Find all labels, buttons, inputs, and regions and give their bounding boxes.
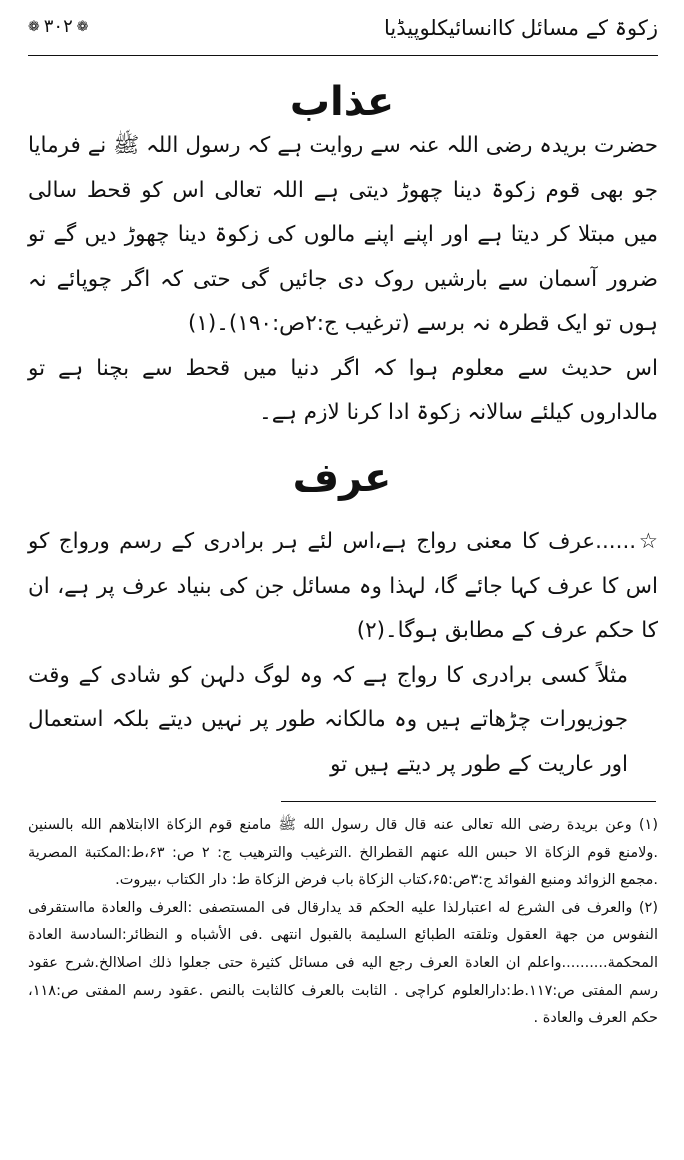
ornament-right-icon: ❁ (76, 18, 89, 35)
footnote: (۲) والعرف فى الشرع له اعتبارلذا عليه الحكم قد يدارقال فى المستصفى :العرف والعادة مااستقرفى النفوس من جهة العقول وتلقته الطبائع السليمة بالقبول انتهى .فى الأشباه و النظائر:السادسة العادة المحكمة..........واعلم ان العادة العرف رجع اليه فى مسائل كثيرة حتى جعلوا ذلك اصلاالخ.شرح عقود رسم المفتى ص:۱۱۷.ط:دارالعلوم كراچى . الثابت بالعرف كالثابت بالنص .عقود رسم المفتى ص:۱۱۸، حكم العرف والعادة . (28, 899, 658, 1027)
paragraph: ☆......عرف کا معنی رواج ہے،اس لئے ہر برادری کے رسم ورواج کو اس کا عرف کہا جائے گا، لہذا وہ مسائل جن کی بنیاد عرف پر ہے، ان کا حکم عرف کے مطابق ہوگا۔(۲) (28, 529, 658, 643)
section-body-azab (28, 124, 658, 436)
book-title: زکوۃ کے مسائل کاانسائیکلوپیڈیا (384, 16, 658, 40)
footnote-divider (281, 801, 656, 802)
page-header (28, 14, 658, 56)
paragraph: مثلاً کسی برادری کا رواج ہے کہ وہ لوگ دلہن کو شادی کے وقت جوزیورات چڑھاتے ہیں وہ مالکانہ طور پر نہیں دیتے بلکہ استعمال اور عاریت کے طور پر دیتے ہیں تو (28, 662, 628, 777)
ornament-left-icon: ❁ (28, 18, 40, 35)
page-number-box (28, 16, 88, 37)
section-body-urf (28, 520, 658, 787)
paragraph: حضرت بریدہ رضی اللہ عنہ سے روایت ہے کہ رسول اللہ ﷺ نے فرمایا جو بھی قوم زکوۃ دینا چھوڑ دیتی ہے اللہ تعالی اس کو قحط سالی میں مبتلا کر دیتا ہے اور اپنے اپنے مالوں کی زکوۃ دینا چھوڑ دیں گے تو ضرور آسمان سے بارشیں روک دی جائیں گی حتی کہ اگر چوپائے نہ ہوں تو ایک قطرہ نہ برسے (ترغیب ج:۲ص:۱۹۰)۔(۱) (28, 133, 658, 336)
header-divider (28, 55, 658, 56)
section-heading-azab: عذاب (289, 79, 395, 125)
footnote: (۱) وعن بريدة رضى الله تعالى عنه قال قال رسول الله ﷺ مامنع قوم الزكاة الاابتلاهم الله بالسنين .ولامنع قوم الزكاة الا حبس الله عنهم القطرالخ .الترغيب والترهيب ج: ۲ ص: ۶۳،ط:المكتبة المصرية .مجمع الزوائد ومنبع الفوائد ج:۳ص:۶۵،كتاب الزكاة باب فرض الزكاة ط: دار الكتاب ،بيروت. (28, 817, 658, 889)
page-number: ۳۰۲ (43, 16, 73, 37)
footnotes (28, 812, 658, 1033)
paragraph: اس حدیث سے معلوم ہوا کہ اگر دنیا میں قحط سے بچنا ہے تو مالداروں کیلئے سالانہ زکوۃ ادا کرنا لازم ہے۔ (28, 355, 658, 425)
section-heading-urf: عرف (292, 455, 392, 501)
